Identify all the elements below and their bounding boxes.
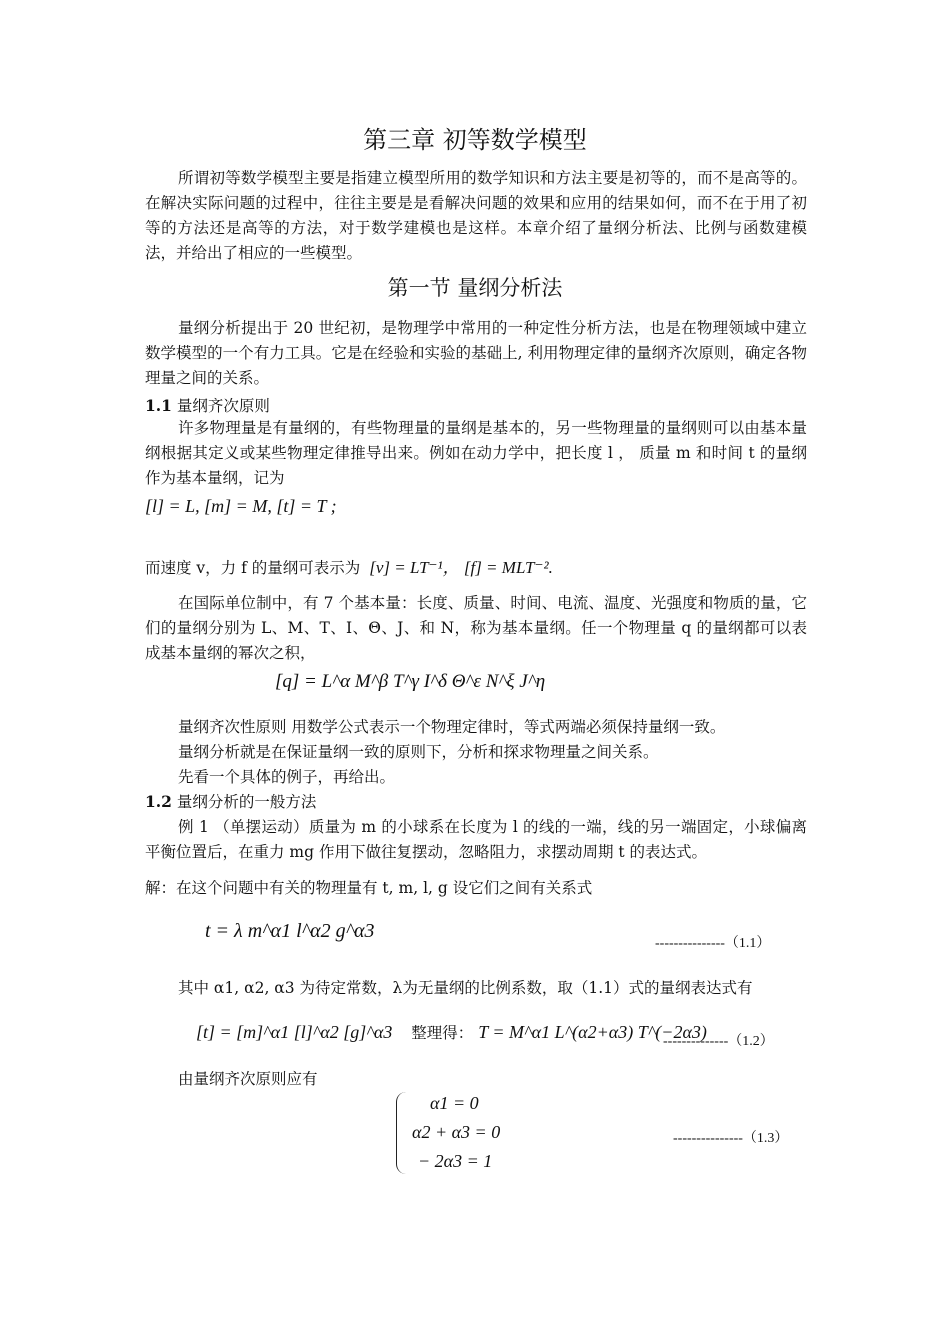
equation-1-2-line (196, 1021, 707, 1043)
heading-1-1-number: 1.1 (145, 396, 172, 415)
paragraph-example-1: 例 1 （单摆运动）质量为 m 的小球系在长度为 l 的线的一端，线的另一端固定，小球偏离平衡位置后，在重力 mg 作用下做往复摆动，忽略阻力，求摆动周期 t 的表达式。 (145, 818, 807, 861)
chapter-title: 第三章 初等数学模型 (363, 126, 587, 154)
equation-1-2-left: [t] = [m]^α1 [l]^α2 [g]^α3 (196, 1022, 393, 1042)
speed-force-text: 而速度 v，力 f 的量纲可表示为 (145, 559, 361, 577)
equation-q-dimension: [q] = L^α M^β T^γ I^δ Θ^ε N^ξ J^η (275, 671, 546, 692)
equation-speed-force: [v] = LT⁻¹， [f] = MLT⁻². (369, 558, 553, 577)
section-title: 第一节 量纲分析法 (387, 276, 563, 300)
solution-line: 解：在这个问题中有关的物理量有 t, m, l, g 设它们之间有关系式 (145, 879, 593, 897)
equation-1-3-tag: ---------------（1.3） (673, 1131, 789, 1146)
system-brace (396, 1092, 407, 1174)
paragraph-example-intro: 先看一个具体的例子，再给出。 (178, 768, 396, 786)
heading-1-2-number: 1.2 (145, 792, 172, 811)
equation-1-2-tag: --------------（1.2） (663, 1034, 774, 1049)
paragraph-where: 其中 α1, α2, α3 为待定常数，λ为无量纲的比例系数，取（1.1）式的量纲表达式有 (178, 979, 753, 997)
equation-1-2-right: T = M^α1 L^(α2+α3) T^(−2α3) (478, 1022, 707, 1042)
paragraph-by-principle: 由量纲齐次原则应有 (178, 1070, 318, 1088)
heading-1-1 (145, 394, 270, 416)
paragraph-international-units: 在国际单位制中，有 7 个基本量：长度、质量、时间、电流、温度、光强度和物质的量，它们的量纲分别为 L、M、T、I、Θ、J、和 N，称为基本量纲。任一个物理量 q 的量纲都可以表成基本量纲的幂次之积， (145, 594, 807, 662)
heading-1-2-text: 量纲分析的一般方法 (176, 793, 317, 811)
equation-base-dimensions: [l] = L, [m] = M, [t] = T ; (145, 496, 337, 516)
equation-1-1: t = λ m^α1 l^α2 g^α3 (205, 920, 375, 942)
speed-force-line (145, 553, 553, 578)
paragraph-1-1: 许多物理量是有量纲的，有些物理量的量纲是基本的，另一些物理量的量纲则可以由基本量纲根据其定义或某些物理定律推导出来。例如在动力学中，把长度 l ， 质量 m 和时间 t 的量纲作为基本量纲，记为 (145, 419, 807, 487)
paragraph-homogeneity: 量纲齐次性原则 用数学公式表示一个物理定律时，等式两端必须保持量纲一致。 (178, 718, 726, 736)
system-equation-3: − 2α3 = 1 (418, 1151, 493, 1171)
intro-paragraph: 所谓初等数学模型主要是指建立模型所用的数学知识和方法主要是初等的，而不是高等的。在解决实际问题的过程中，往往主要是是看解决问题的效果和应用的结果如何，而不在于用了初等的方法还是高等的方法，对于数学建模也是这样。本章介绍了量纲分析法、比例与函数建模法，并给出了相应的一些模型。 (145, 169, 807, 262)
equation-1-2-label: 整理得： (411, 1024, 474, 1042)
heading-1-2 (145, 790, 316, 812)
system-equation-2: α2 + α3 = 0 (412, 1122, 501, 1142)
equation-1-1-tag: ---------------（1.1） (655, 936, 771, 951)
system-equation-1: α1 = 0 (430, 1093, 479, 1113)
section-paragraph: 量纲分析提出于 20 世纪初，是物理学中常用的一种定性分析方法，也是在物理领域中建立数学模型的一个有力工具。它是在经验和实验的基础上, 利用物理定律的量纲齐次原则，确定各物理量之间的关系。 (145, 319, 807, 387)
heading-1-1-text: 量纲齐次原则 (176, 397, 270, 415)
paragraph-analysis: 量纲分析就是在保证量纲一致的原则下，分析和探求物理量之间关系。 (178, 743, 659, 761)
